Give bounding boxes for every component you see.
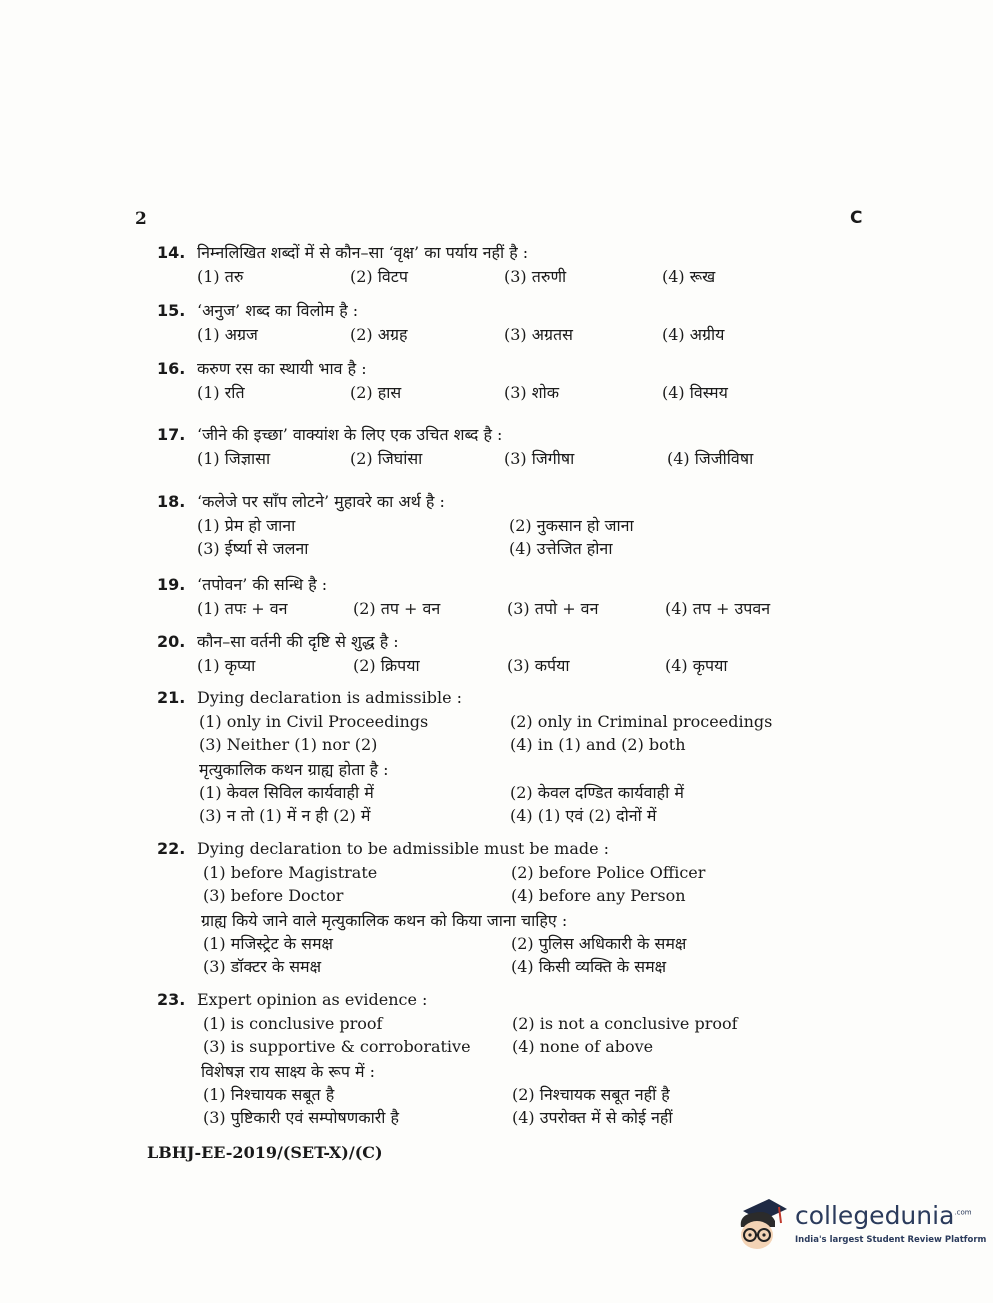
question-22	[157, 839, 837, 978]
option-4: (4) तप + उपवन	[665, 599, 771, 618]
option-1-hindi: (1) केवल सिविल कार्यवाही में	[199, 783, 374, 802]
option-3-hindi: (3) डॉक्टर के समक्ष	[203, 957, 322, 976]
option-4: (4) कृपया	[665, 656, 728, 675]
option-1: (1) तपः + वन	[197, 599, 288, 618]
option-2: (2) is not a conclusive proof	[512, 1014, 738, 1033]
question-number: 23.	[157, 990, 186, 1009]
question-text: ‘जीने की इच्छा’ वाक्यांश के लिए एक उचित शब्द है :	[197, 425, 503, 444]
question-text-hindi: विशेषज्ञ राय साक्ष्य के रूप में :	[201, 1062, 376, 1081]
question-text-hindi: ग्राह्य किये जाने वाले मृत्युकालिक कथन को किया जाना चाहिए :	[201, 911, 568, 930]
question-18	[157, 490, 837, 560]
question-number: 18.	[157, 492, 186, 511]
question-text: Dying declaration to be admissible must be made :	[197, 839, 610, 858]
question-text: Expert opinion as evidence :	[197, 990, 428, 1009]
option-3: (3) is supportive & corroborative	[203, 1037, 471, 1056]
option-2-hindi: (2) निश्चायक सबूत नहीं है	[512, 1085, 670, 1104]
option-1: (1) only in Civil Proceedings	[199, 712, 429, 731]
question-19	[157, 573, 837, 621]
question-number: 21.	[157, 688, 186, 707]
option-3: (3) ईर्ष्या से जलना	[197, 539, 309, 558]
question-number: 16.	[157, 359, 186, 378]
option-3-hindi: (3) पुष्टिकारी एवं सम्पोषणकारी है	[203, 1108, 400, 1127]
option-2: (2) जिघांसा	[350, 449, 423, 468]
question-number: 17.	[157, 425, 186, 444]
option-4-hindi: (4) उपरोक्त में से कोई नहीं	[512, 1108, 673, 1127]
question-number: 14.	[157, 243, 186, 262]
question-number: 22.	[157, 839, 186, 858]
question-number: 20.	[157, 632, 186, 651]
option-4-hindi: (4) (1) एवं (2) दोनों में	[510, 806, 657, 825]
question-17	[157, 423, 837, 471]
option-1: (1) अग्रज	[197, 325, 258, 344]
option-4: (4) none of above	[512, 1037, 654, 1056]
option-2: (2) अग्रह	[350, 325, 408, 344]
option-1: (1) जिज्ञासा	[197, 449, 271, 468]
option-4: (4) रूख	[662, 267, 716, 286]
question-number: 15.	[157, 301, 186, 320]
option-2: (2) तप + वन	[353, 599, 441, 618]
option-3: (3) before Doctor	[203, 886, 344, 905]
option-2: (2) क्रिपया	[353, 656, 420, 675]
question-15	[157, 299, 837, 347]
question-number: 19.	[157, 575, 186, 594]
question-16	[157, 357, 837, 405]
question-text: ‘कलेजे पर साँप लोटने’ मुहावरे का अर्थ है :	[197, 492, 445, 511]
option-4: (4) विस्मय	[662, 383, 728, 402]
option-3: (3) तरुणी	[504, 267, 567, 286]
option-4: (4) in (1) and (2) both	[510, 735, 686, 754]
question-21	[157, 688, 837, 827]
option-2: (2) विटप	[350, 267, 408, 286]
brand-name: collegedunia	[795, 1201, 955, 1230]
question-text-hindi: मृत्युकालिक कथन ग्राह्य होता है :	[199, 760, 389, 779]
brand-suffix: .com	[954, 1208, 972, 1217]
option-1: (1) is conclusive proof	[203, 1014, 383, 1033]
question-text: ‘तपोवन’ की सन्धि है :	[197, 575, 328, 594]
option-1: (1) रति	[197, 383, 245, 402]
option-1: (1) before Magistrate	[203, 863, 378, 882]
option-1: (1) तरु	[197, 267, 244, 286]
option-4: (4) before any Person	[511, 886, 686, 905]
question-text: करुण रस का स्थायी भाव है :	[197, 359, 367, 378]
option-2-hindi: (2) पुलिस अधिकारी के समक्ष	[511, 934, 687, 953]
option-3: (3) अग्रतस	[504, 325, 573, 344]
option-4: (4) अग्रीय	[662, 325, 725, 344]
option-2: (2) only in Criminal proceedings	[510, 712, 773, 731]
question-14	[157, 241, 837, 289]
question-text: ‘अनुज’ शब्द का विलोम है :	[197, 301, 359, 320]
option-4-hindi: (4) किसी व्यक्ति के समक्ष	[511, 957, 667, 976]
option-3-hindi: (3) न तो (1) में न ही (2) में	[199, 806, 371, 825]
option-1: (1) कृप्या	[197, 656, 256, 675]
set-label: C	[850, 208, 863, 228]
option-1-hindi: (1) मजिस्ट्रेट के समक्ष	[203, 934, 334, 953]
option-1: (1) प्रेम हो जाना	[197, 516, 296, 535]
option-2: (2) हास	[350, 383, 402, 402]
option-3: (3) तपो + वन	[507, 599, 599, 618]
option-3: (3) शोक	[504, 383, 560, 402]
option-3: (3) Neither (1) nor (2)	[199, 735, 378, 754]
option-3: (3) कर्पया	[507, 656, 570, 675]
question-text: निम्नलिखित शब्दों में से कौन–सा ‘वृक्ष’ का पर्याय नहीं है :	[197, 243, 529, 262]
option-3: (3) जिगीषा	[504, 449, 575, 468]
collegedunia-watermark	[735, 1197, 987, 1257]
option-2: (2) नुकसान हो जाना	[509, 516, 634, 535]
option-4: (4) उत्तेजित होना	[509, 539, 613, 558]
question-20	[157, 630, 837, 678]
option-4: (4) जिजीविषा	[667, 449, 754, 468]
option-1-hindi: (1) निश्चायक सबूत है	[203, 1085, 335, 1104]
option-2: (2) before Police Officer	[511, 863, 706, 882]
brand-tagline: India's largest Student Review Platform	[795, 1235, 987, 1245]
question-text: Dying declaration is admissible :	[197, 688, 463, 707]
question-text: कौन–सा वर्तनी की दृष्टि से शुद्ध है :	[197, 632, 399, 651]
page-number: 2	[135, 209, 147, 229]
mascot-icon	[735, 1197, 791, 1255]
footer-code: LBHJ-EE-2019/(SET-X)/(C)	[147, 1143, 383, 1162]
question-23	[157, 990, 837, 1129]
option-2-hindi: (2) केवल दण्डित कार्यवाही में	[510, 783, 684, 802]
